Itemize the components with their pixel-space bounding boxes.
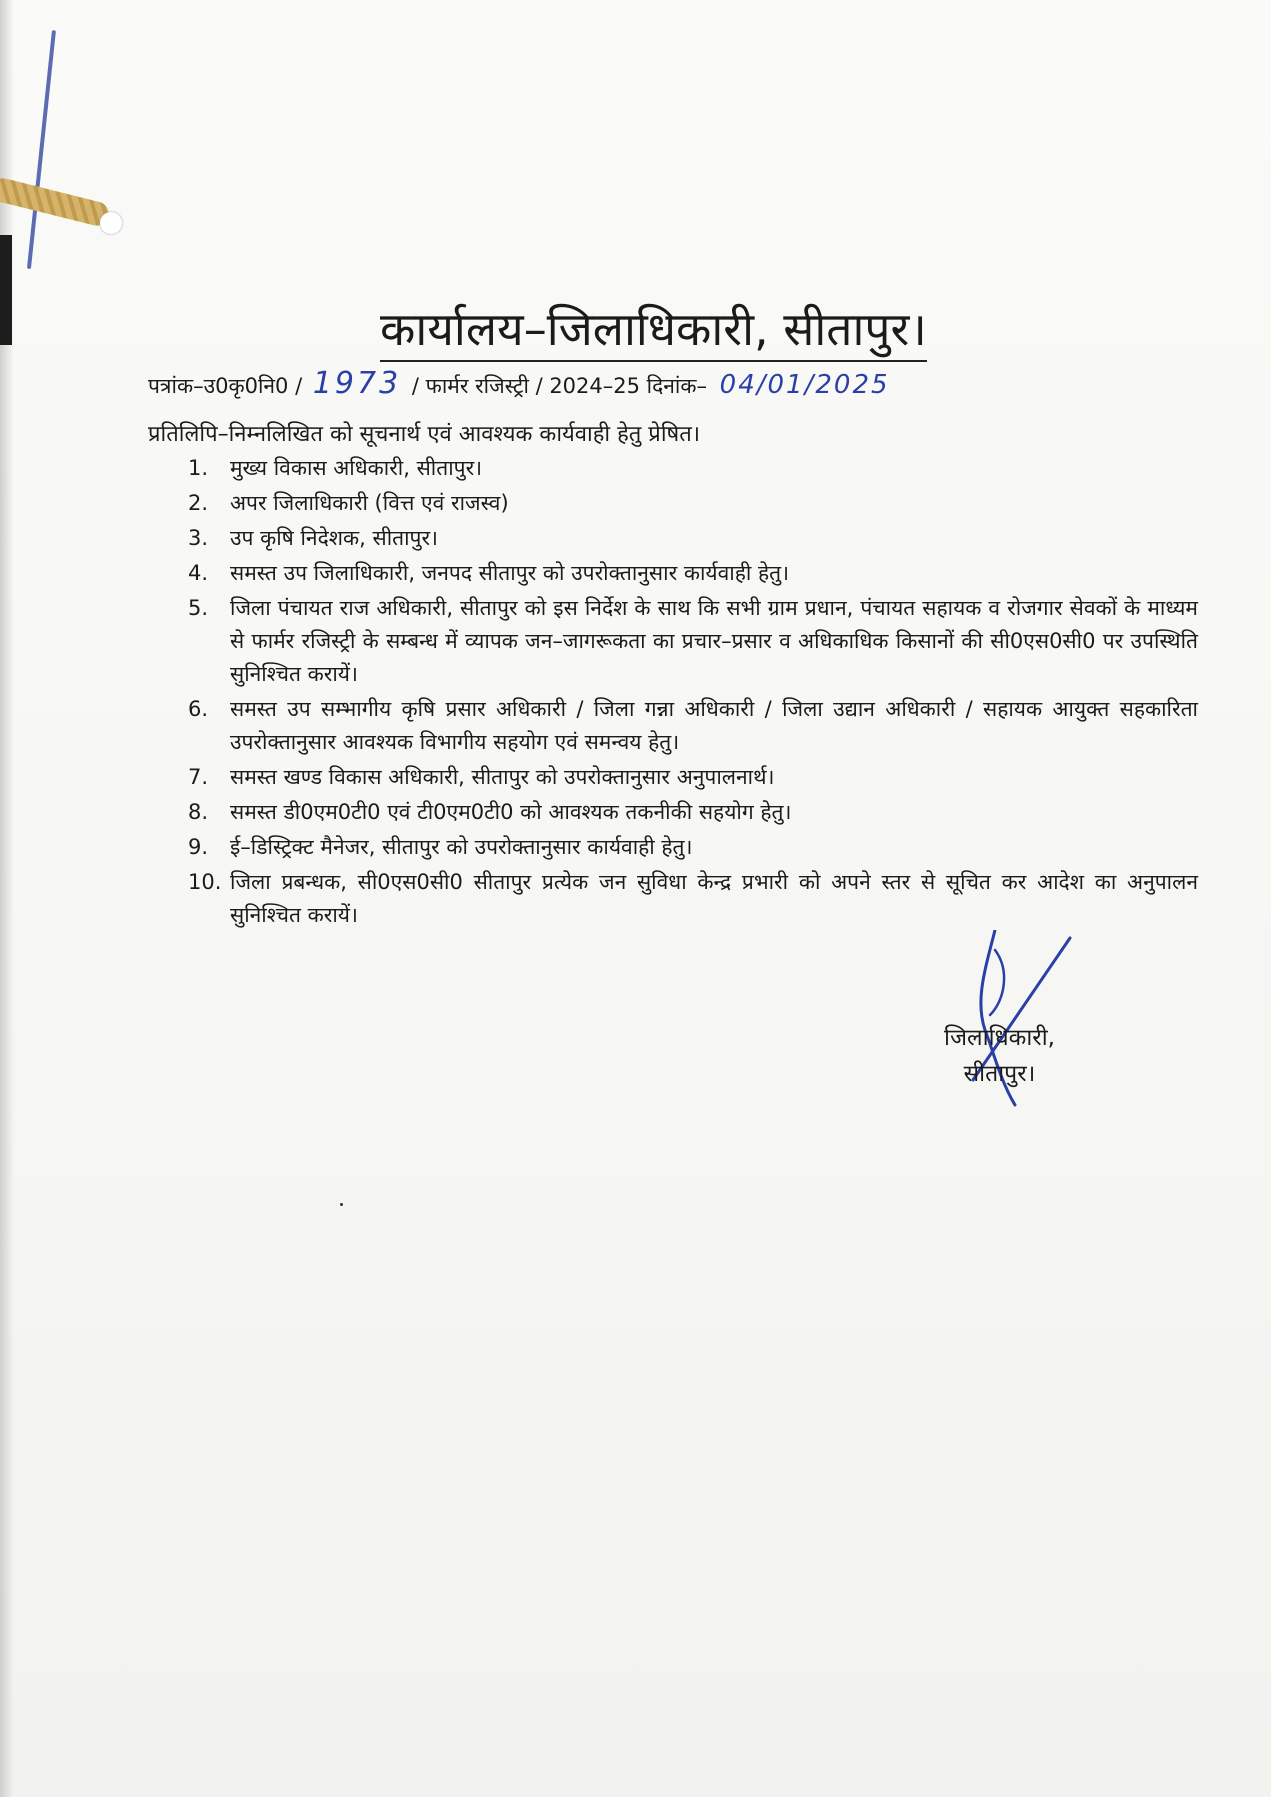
item-text: उप कृषि निदेशक, सीतापुर। (230, 526, 439, 550)
binder-string (0, 176, 111, 228)
reference-line (148, 366, 890, 401)
ref-number-handwritten: 1973 (312, 366, 402, 401)
item-number: 2. (188, 491, 209, 515)
office-title: कार्यालय–जिलाधिकारी, सीतापुर। (380, 300, 927, 362)
list-item (188, 831, 1198, 864)
speck (340, 1203, 343, 1206)
item-text: समस्त उप सम्भागीय कृषि प्रसार अधिकारी / जिला गन्ना अधिकारी / जिला उद्यान अधिकारी / सहायक आयुक्त सहकारिता उपरोक्तानुसार आवश्यक विभागीय सहयोग एवं समन्वय हेतु। (230, 697, 1198, 754)
item-text: समस्त उप जिलाधिकारी, जनपद सीतापुर को उपरोक्तानुसार कार्यवाही हेतु। (230, 561, 790, 585)
list-item (188, 866, 1198, 932)
item-number: 9. (188, 835, 209, 859)
item-number: 7. (188, 765, 209, 789)
binder-dark-strip (0, 235, 12, 345)
item-number: 1. (188, 456, 209, 480)
list-item (188, 487, 1198, 520)
item-text: समस्त डी0एम0टी0 एवं टी0एम0टी0 को आवश्यक तकनीकी सहयोग हेतु। (230, 800, 792, 824)
item-number: 5. (188, 596, 209, 620)
list-item (188, 452, 1198, 485)
item-text: ई–डिस्ट्रिक्ट मैनेजर, सीतापुर को उपरोक्तानुसार कार्यवाही हेतु। (230, 835, 693, 859)
item-number: 4. (188, 561, 209, 585)
item-text: जिला पंचायत राज अधिकारी, सीतापुर को इस निर्देश के साथ कि सभी ग्राम प्रधान, पंचायत सहायक व रोजगार सेवकों के माध्यम से फार्मर रजिस्ट्री के सम्बन्ध में व्यापक जन–जागरूकता का प्रचार–प्रसार व अधिकाधिक किसानों की सी0एस0सी0 पर उपस्थिति सुनिश्चित करायें। (230, 596, 1198, 686)
list-item (188, 693, 1198, 759)
ref-suffix: / फार्मर रजिस्ट्री / 2024–25 दिनांक– (411, 374, 707, 398)
item-number: 8. (188, 800, 209, 824)
item-number: 6. (188, 697, 209, 721)
recipient-list (188, 452, 1198, 934)
list-item (188, 522, 1198, 555)
item-text: मुख्य विकास अधिकारी, सीतापुर। (230, 456, 483, 480)
item-number: 10. (188, 870, 222, 894)
signatory-place: सीतापुर। (963, 1061, 1036, 1087)
binder-eyelet (100, 212, 122, 234)
item-text: जिला प्रबन्धक, सी0एस0सी0 सीतापुर प्रत्येक जन सुविधा केन्द्र प्रभारी को अपने स्तर से सूचित कर आदेश का अनुपालन सुनिश्चित करायें। (230, 870, 1198, 927)
binder-pen-line (27, 30, 56, 269)
ref-prefix: पत्रांक–उ0कृ0नि0 / (148, 374, 303, 398)
ref-date-handwritten: 04/01/2025 (719, 370, 890, 400)
list-item (188, 761, 1198, 794)
signatory-title: जिलाधिकारी, (944, 1025, 1055, 1051)
list-item (188, 796, 1198, 829)
signatory-block (944, 1020, 1055, 1092)
list-item (188, 592, 1198, 691)
copy-to-line: प्रतिलिपि–निम्नलिखित को सूचनार्थ एवं आवश्यक कार्यवाही हेतु प्रेषित। (148, 422, 701, 447)
list-item (188, 557, 1198, 590)
item-text: अपर जिलाधिकारी (वित्त एवं राजस्व) (230, 491, 509, 515)
item-text: समस्त खण्ड विकास अधिकारी, सीतापुर को उपरोक्तानुसार अनुपालनार्थ। (230, 765, 775, 789)
item-number: 3. (188, 526, 209, 550)
